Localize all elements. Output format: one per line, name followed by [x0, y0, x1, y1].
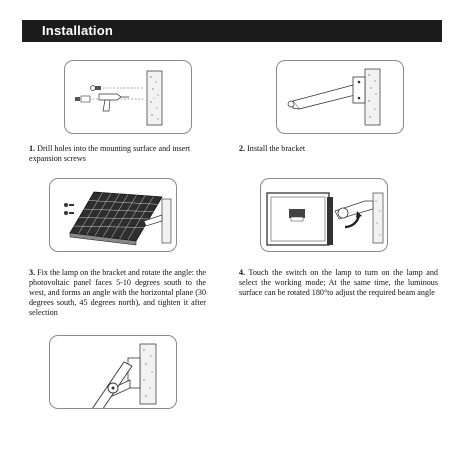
step-4-text: Touch the switch on the lamp to turn on the lamp and select the working mode; At the same time, the luminous surface can be rotated 180°to adjust the required beam angle	[239, 268, 438, 298]
step-3-caption	[29, 268, 206, 318]
step-3-illustration	[49, 178, 177, 252]
step-1-text: Drill holes into the mounting surface and insert expansion screws	[29, 144, 191, 164]
step-4-caption	[239, 268, 438, 298]
step-2-number: 2.	[239, 144, 246, 153]
step-1-caption	[29, 144, 199, 164]
step-4-number: 4.	[239, 268, 246, 277]
section-title: Installation	[42, 23, 114, 38]
section-header	[22, 20, 442, 42]
bracket-illustration	[277, 61, 403, 133]
step-3-text: Fix the lamp on the bracket and rotate the angle: the photovoltaic panel faces 5-10 degrees south to the west, and forms an angle with the horizontal plane (30 degrees south, 45 degrees north), and tighten it after selection	[29, 268, 207, 318]
step-2-text: Install the bracket	[247, 144, 306, 153]
drill-screws-illustration	[65, 61, 191, 133]
lamp-rotation-illustration	[261, 179, 387, 251]
step-5-illustration	[49, 335, 177, 409]
step-3-number: 3.	[29, 268, 36, 277]
step-4-illustration	[260, 178, 388, 252]
bracket-mount-illustration	[50, 336, 176, 408]
step-1-number: 1.	[29, 144, 36, 153]
step-1-illustration	[64, 60, 192, 134]
step-2-caption	[239, 144, 419, 154]
step-2-illustration	[276, 60, 404, 134]
solar-panel-illustration	[50, 179, 176, 251]
